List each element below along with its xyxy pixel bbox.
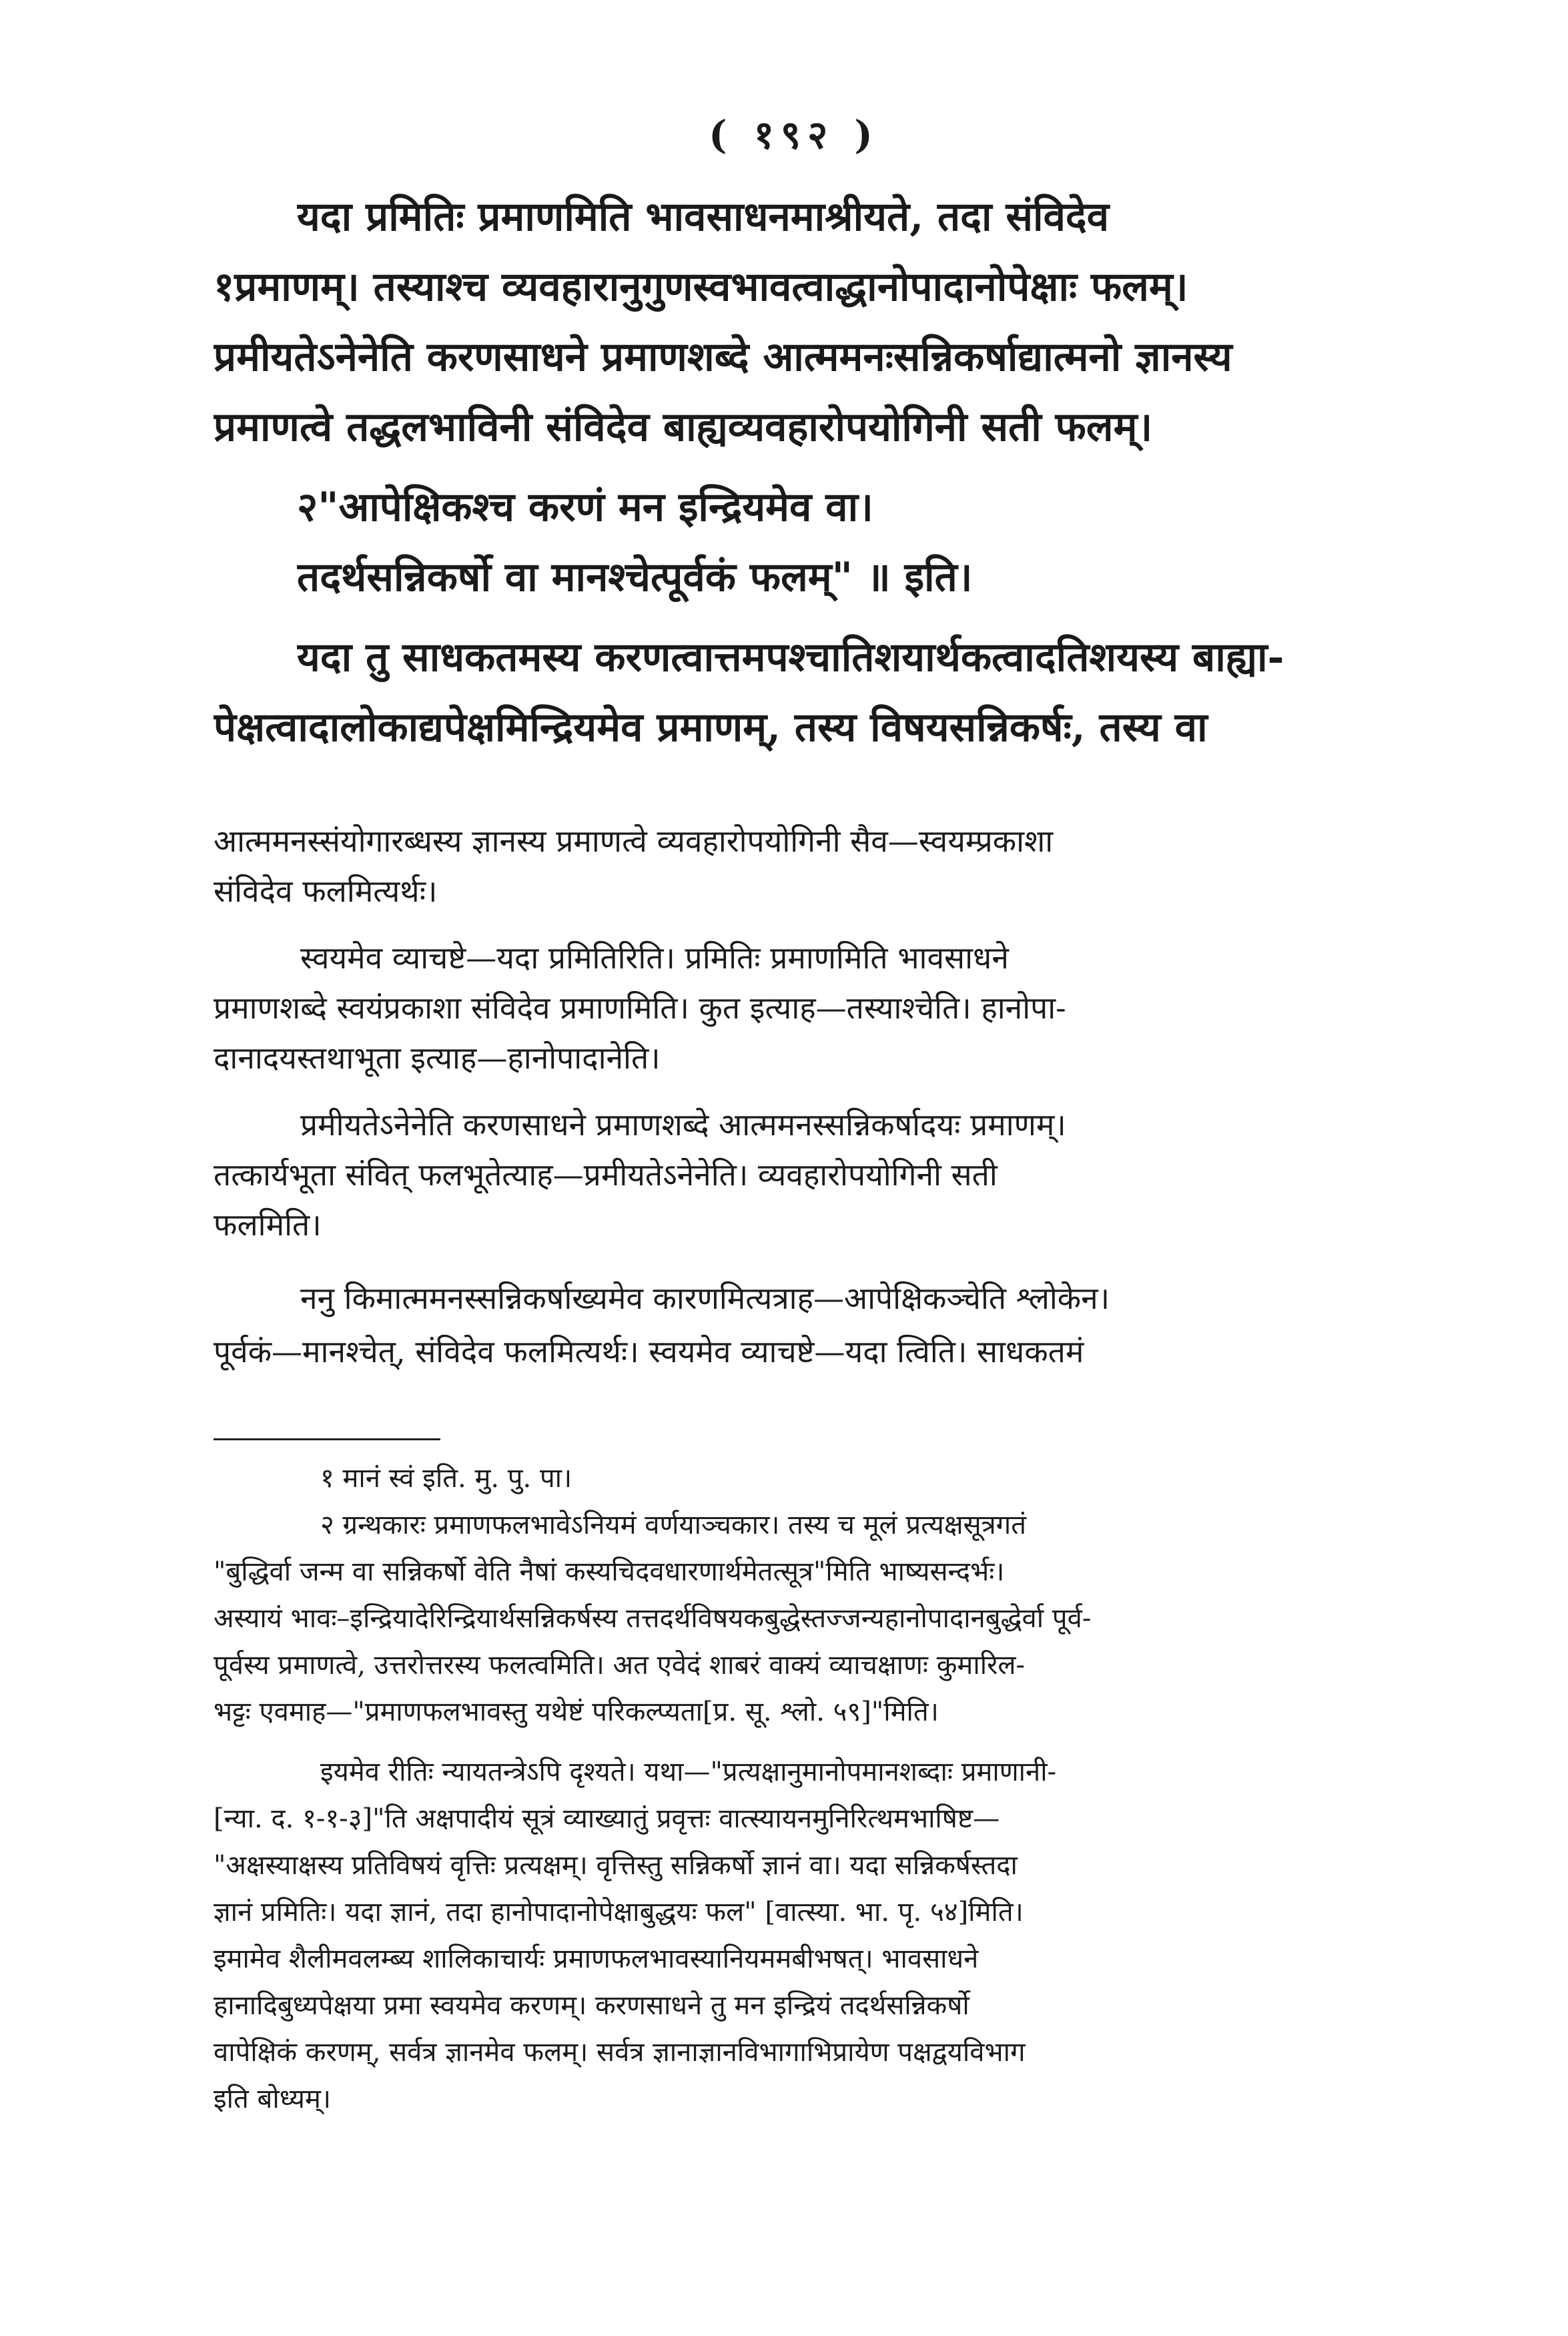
- main-line: १प्रमाणम्। तस्याश्च व्यवहारानुगुणस्वभावत्वाद्धानोपादानोपेक्षाः फलम्।: [214, 264, 1188, 310]
- footnote-line: "अक्षस्याक्षस्य प्रतिविषयं वृत्तिः प्रत्यक्षम्। वृत्तिस्तु सन्निकर्षो ज्ञानं वा। यदा सन्निकर्षस्तदा: [214, 1850, 1018, 1881]
- commentary-line: आत्ममनस्संयोगारब्धस्य ज्ञानस्य प्रमाणत्वे व्यवहारोपयोगिनी सैव—स्वयम्प्रकाशा: [214, 823, 1054, 859]
- commentary-line: फलमिति।: [214, 1207, 322, 1243]
- footnote-line: २ ग्रन्थकारः प्रमाणफलभावेऽनियमं वर्णयाञ्चकार। तस्य च मूलं प्रत्यक्षसूत्रगतं: [320, 1510, 1027, 1540]
- main-line: तदर्थसन्निकर्षो वा मानश्चेत्पूर्वकं फलम्" ॥ इति।: [297, 554, 973, 601]
- footnote-line: इयमेव रीतिः न्यायतन्त्रेऽपि दृश्यते। यथा—"प्रत्यक्षानुमानोपमानशब्दाः प्रमाणानी-: [320, 1757, 1057, 1787]
- page-number: ( १९२ ): [709, 112, 879, 158]
- commentary-line: दानादयस्तथाभूता इत्याह—हानोपादानेति।: [214, 1040, 661, 1076]
- footnote-line: इमामेव शैलीमवलम्ब्य शालिकाचार्यः प्रमाणफलभावस्यानियममबीभषत्। भावसाधने: [214, 1944, 979, 1974]
- commentary-line: तत्कार्यभूता संवित् फलभूतेत्याह—प्रमीयतेऽनेनेति। व्यवहारोपयोगिनी सती: [214, 1157, 998, 1193]
- main-line: २"आपेक्षिकश्च करणं मन इन्द्रियमेव वा।: [297, 484, 873, 531]
- footnote-line: भट्टः एवमाह—"प्रमाणफलभावस्तु यथेष्टं परिकल्प्यता[प्र. सू. श्लो. ५९]"मिति।: [214, 1697, 939, 1727]
- footnote-line: [न्या. द. १-१-३]"ति अक्षपादीयं सूत्रं व्याख्यातुं प्रवृत्तः वात्स्यायनमुनिरित्थमभाषिष्ट—: [214, 1803, 1000, 1834]
- footnote-line: अस्यायं भावः–इन्द्रियादेरिन्द्रियार्थसन्निकर्षस्य तत्तदर्थविषयकबुद्धेस्तज्जन्यहानोपादानबुद्धेर्वा पूर्व-: [214, 1603, 1092, 1634]
- footnote-line: इति बोध्यम्।: [214, 2084, 332, 2114]
- footnote-line: १ मानं स्वं इति. मु. पु. पा।: [320, 1463, 572, 1494]
- main-line: यदा तु साधकतमस्य करणत्वात्तमपश्चातिशयार्थकत्वादतिशयस्य बाह्या-: [297, 634, 1284, 681]
- commentary-line: प्रमीयतेऽनेनेति करणसाधने प्रमाणशब्दे आत्ममनस्सन्निकर्षादयः प्रमाणम्।: [300, 1107, 1066, 1143]
- commentary-line: संविदेव फलमित्यर्थः।: [214, 873, 438, 909]
- main-line: पेक्षत्वादालोकाद्यपेक्षमिन्द्रियमेव प्रमाणम्, तस्य विषयसन्निकर्षः, तस्य वा: [214, 704, 1208, 751]
- footnote-line: वापेक्षिकं करणम्, सर्वत्र ज्ञानमेव फलम्। सर्वत्र ज्ञानाज्ञानविभागाभिप्रायेण पक्षद्वयविभाग: [214, 2037, 1026, 2068]
- commentary-line: स्वयमेव व्याचष्टे—यदा प्रमितिरिति। प्रमितिः प्रमाणमिति भावसाधने: [300, 940, 1009, 976]
- main-line: प्रमाणत्वे तद्धलभाविनी संविदेव बाह्यव्यवहारोपयोगिनी सती फलम्।: [214, 404, 1153, 451]
- footnote-line: हानादिबुध्यपेक्षया प्रमा स्वयमेव करणम्। करणसाधने तु मन इन्द्रियं तदर्थसन्निकर्षो: [214, 1990, 969, 2021]
- main-line: यदा प्रमितिः प्रमाणमिति भावसाधनमाश्रीयते, तदा संविदेव: [297, 194, 1110, 240]
- footnote-line: "बुद्धिर्वा जन्म वा सन्निकर्षो वेति नैषां कस्यचिदवधारणार्थमेतत्सूत्र"मिति भाष्यसन्दर्भः।: [214, 1556, 1005, 1587]
- footnote-line: पूर्वस्य प्रमाणत्वे, उत्तरोत्तरस्य फलत्वमिति। अत एवेदं शाबरं वाक्यं व्याचक्षाणः कुमारिल-: [214, 1650, 1026, 1681]
- commentary-line: पूर्वकं—मानश्चेत्, संविदेव फलमित्यर्थः। स्वयमेव व्याचष्टे—यदा त्विति। साधकतमं: [214, 1334, 1084, 1370]
- commentary-line: ननु किमात्ममनस्सन्निकर्षाख्यमेव कारणमित्यत्राह—आपेक्षिकञ्चेति श्लोकेन।: [300, 1280, 1110, 1316]
- footnote-separator-rule: [214, 1438, 440, 1440]
- footnote-line: ज्ञानं प्रमितिः। यदा ज्ञानं, तदा हानोपादानोपेक्षाबुद्धयः फल" [वात्स्या. भा. पृ. ५४]मिति।: [214, 1897, 1024, 1928]
- commentary-line: प्रमाणशब्दे स्वयंप्रकाशा संविदेव प्रमाणमिति। कुत इत्याह—तस्याश्चेति। हानोपा-: [214, 990, 1066, 1026]
- main-line: प्रमीयतेऽनेनेति करणसाधने प्रमाणशब्दे आत्ममनःसन्निकर्षाद्यात्मनो ज्ञानस्य: [214, 334, 1232, 380]
